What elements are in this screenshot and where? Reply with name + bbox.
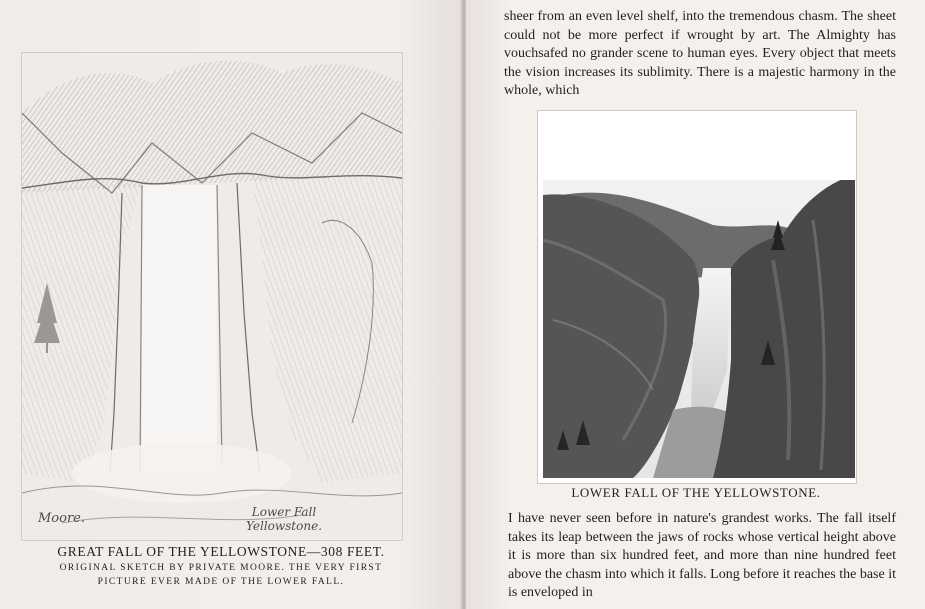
- canyon-waterfall-image: [543, 180, 855, 478]
- right-page: [466, 0, 925, 609]
- sketch-caption-line-2: PICTURE EVER MADE OF THE LOWER FALL.: [97, 577, 345, 587]
- top-paragraph: sheer from an even level shelf, into the tremendous chasm. The sheet could not be more perfect if wrought by art. The Almighty has vouchsafed no grander scene to human eyes. Every object that meets the vision increases its sublimity. There is a majestic harmony in the whole, which: [504, 9, 896, 99]
- sketch-inscription: [246, 505, 322, 533]
- pencil-sketch-image: [21, 52, 403, 541]
- sketch-caption-line-1: ORIGINAL SKETCH BY PRIVATE MOORE. THE VERY FIRST: [59, 563, 383, 573]
- sketch-signature: Moore.: [38, 511, 86, 526]
- sketch-caption-title: GREAT FALL OF THE YELLOWSTONE—308 FEET.: [57, 544, 385, 559]
- sketch-caption: [20, 544, 422, 588]
- waterfall-sketch-drawing: [22, 53, 402, 540]
- sketch-inscription-line-2: Yellowstone.: [246, 519, 323, 533]
- waterfall-photograph: [543, 180, 855, 478]
- bottom-paragraph: I have never seen before in nature's grandest works. The fall itself takes its leap between the jaws of rocks whose vertical height above it is more than six hundred feet, and more than nine hundred feet above the chasm into which it falls. Long before it reaches the base it is enveloped in: [508, 511, 896, 601]
- photo-caption: LOWER FALL OF THE YELLOWSTONE.: [571, 485, 821, 500]
- sketch-inscription-line-1: Lower Fall: [251, 505, 317, 519]
